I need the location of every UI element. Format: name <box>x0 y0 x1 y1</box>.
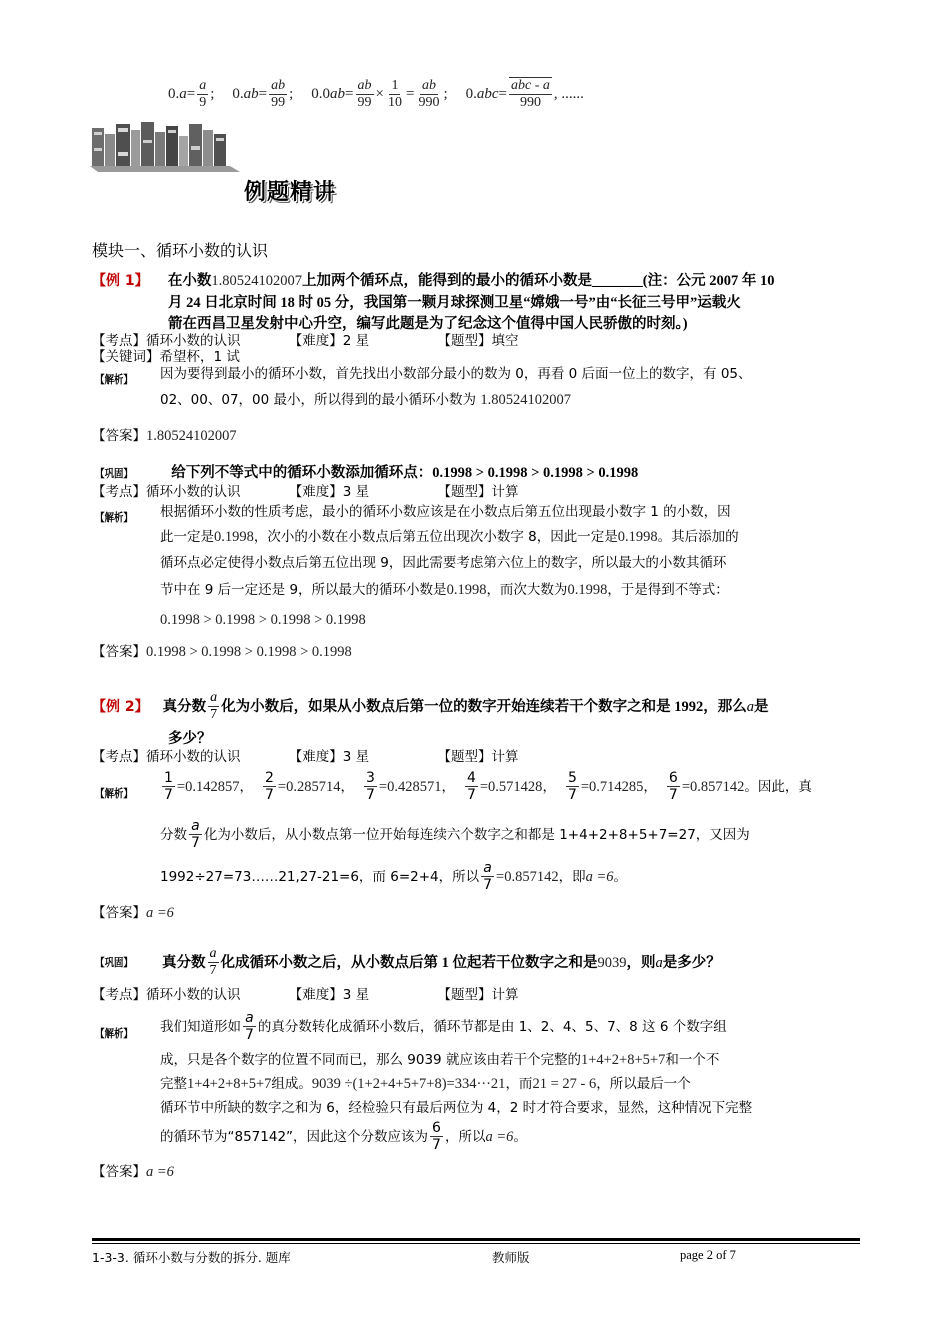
ex1-answer: 【答案】1.80524102007 <box>92 428 237 444</box>
footer-right: page 2 of 7 <box>680 1248 736 1262</box>
ex2-frac-2: $\frac{2}{7}$ =0.285714 ， <box>264 770 354 803</box>
section-title: 例题精讲 <box>244 180 337 205</box>
formula-2: 0. ab = $\frac{ab}{99}$ ; <box>232 77 294 110</box>
ex2b-meta: 【考点】循环小数的认识 【难度】3 星 【题型】计算 <box>92 987 519 1003</box>
formula-3: 0.0 ab = $\frac{ab}{99}$ × $\frac{1}{10}$ = $\frac{ab}{990}$ ; <box>311 77 448 110</box>
formula-1: 0. a = $\frac{a}{9}$ ; <box>168 77 215 110</box>
ex2b-jiexi-label: 【解析】 <box>95 1027 133 1040</box>
ex2b-jiexi-line2: 成，只是各个数字的位置不同而已，那么 9039 就应该由若干个完整的1+4+2+8+5+7和一个不 <box>160 1052 720 1068</box>
ex1b-inequality: 0.1998 > 0.1998 > 0.1998 > 0.1998 <box>160 612 366 628</box>
ex2-frac-5: $\frac{5}{7}$ =0.714285 ， <box>567 770 657 803</box>
ex1b-jiexi-line2: 此一定是0.1998，次小的小数在小数点后第五位出现次小数字 8，因此一定是0.1998。其后添加的 <box>160 529 739 545</box>
footer-rule-thin <box>92 1243 860 1244</box>
formula-4: 0. abc = $\frac{\text{abc - a}}{990}$ , ...... <box>465 78 584 110</box>
ex2-frac-6: $\frac{6}{7}$ =0.857142 。因此，真 <box>668 770 812 803</box>
ex1-keyword: 【关键词】希望杯，1 试 <box>92 349 240 365</box>
ex1-jiexi-line2: 02、00、07，00 最小，所以得到的最小循环小数为 1.80524102007 <box>160 392 571 408</box>
ex1b-question: 【巩固】 给下列不等式中的循环小数添加循环点：0.1998 > 0.1998 > 0.1998 > 0.1998 <box>92 462 862 485</box>
ex2b-question: 【巩固】 真分数 $\frac{a}{7}$ 化成循环小数之后，从小数点后第 1 位起若干位数字之和是 9039 ，则 a 是多少？ <box>95 946 721 978</box>
ex1b-jiexi-line1: 根据循环小数的性质考虑，最小的循环小数应该是在小数点后第五位出现最小数字 1 的小数，因 <box>160 504 731 520</box>
ex2-answer: 【答案】a =6 <box>92 905 174 921</box>
ex2-jiexi-fractions <box>160 770 860 803</box>
ex1-question: 【例 1】 在小数1.80524102007上加两个循环点，能得到的最小的循环小数是_______(注：公元 2007 年 10 <box>92 273 775 289</box>
ex2-jiexi-line2: 分数 $\frac{a}{7}$ 化为小数后，从小数点第一位开始每连续六个数字之和都是 1+4+2+8+5+7=27，又因为 <box>160 818 750 851</box>
ex1b-jiexi-line3: 循环点必定使得小数点后第五位出现 9，因此需要考虑第六位上的数字，所以最大的小数其循环 <box>160 555 727 571</box>
ex2b-jiexi-line5: 的循环节为“857142”，因此这个分数应该为 $\frac{6}{7}$ ，所以 a =6 。 <box>160 1120 527 1153</box>
ex2b-jiexi-line4: 循环节中所缺的数字之和为 6，经检验只有最后两位为 4，2 时才符合要求，显然，这种情况下完整 <box>160 1100 753 1116</box>
footer-rule-thick <box>92 1238 860 1241</box>
ex1b-tag: 【巩固】 <box>95 467 133 480</box>
ex1-meta: 【考点】循环小数的认识 【难度】2 星 【题型】填空 <box>92 333 519 349</box>
ex2-jiexi-label: 【解析】 <box>95 787 133 800</box>
ex2-meta: 【考点】循环小数的认识 【难度】3 星 【题型】计算 <box>92 749 519 765</box>
ex2b-tag: 【巩固】 <box>95 955 133 969</box>
ex1-jiexi-label: 【解析】 <box>95 373 133 386</box>
module-title: 模块一、循环小数的认识 <box>92 241 269 260</box>
ex1-tag: 【例 1】 <box>92 273 149 289</box>
ex1b-jiexi-label: 【解析】 <box>95 511 133 524</box>
ex2-jiexi-line3: 1992÷27=73……21,27-21=6，而 6=2+4，所以 $\frac{a}{7}$ =0.857142 ，即 a =6 。 <box>160 860 628 893</box>
ex1b-answer: 【答案】0.1998 > 0.1998 > 0.1998 > 0.1998 <box>92 644 352 660</box>
ex1b-meta: 【考点】循环小数的认识 【难度】3 星 【题型】计算 <box>92 484 519 500</box>
ex2-tag: 【例 2】 <box>92 698 149 715</box>
books-banner-icon <box>90 118 240 172</box>
footer-left: 1-3-3. 循环小数与分数的拆分. 题库 <box>92 1250 291 1265</box>
ex2-frac-3: $\frac{3}{7}$ =0.428571 ， <box>365 770 455 803</box>
ex2b-answer: 【答案】a =6 <box>92 1164 174 1180</box>
ex2-question-line2: 多少？ <box>168 731 212 747</box>
ex2-question: 【例 2】 真分数 $\frac{a}{7}$ 化为小数后，如果从小数点后第一位的数字开始连续若干个数字之和是 1992，那么 a 是 <box>92 690 769 722</box>
footer-center: 教师版 <box>492 1250 530 1265</box>
formula-row <box>168 72 788 116</box>
ex2-frac-1: $\frac{1}{7}$ =0.142857 ， <box>164 770 253 803</box>
ex2b-jiexi-line3: 完整1+4+2+8+5+7组成。9039 ÷(1+2+4+5+7+8)=334···21，而21 = 27 - 6，所以最后一个 <box>160 1076 691 1092</box>
ex1-jiexi-line1: 因为要得到最小的循环小数，首先找出小数部分最小的数为 0，再看 0 后面一位上的数字，有 05、 <box>160 366 752 382</box>
ex1-question-line2: 月 24 日北京时间 18 时 05 分，我国第一颗月球探测卫星“嫦娥一号”由“长征三号甲”运载火 <box>168 295 741 311</box>
ex2b-jiexi-line1: 我们知道形如 $\frac{a}{7}$ 的真分数转化成循环小数后，循环节都是由 1、2、4、5、7、8 这 6 个数字组 <box>160 1010 727 1043</box>
ex1b-jiexi-line4: 节中在 9 后一定还是 9，所以最大的循环小数是0.1998，而次大数为0.1998，于是得到不等式： <box>160 582 729 598</box>
ex1-jiexi-number: 1.80524102007 <box>480 392 571 408</box>
ex1-question-line3: 箭在西昌卫星发射中心升空，编写此题是为了纪念这个值得中国人民骄傲的时刻。) <box>168 316 688 332</box>
ex2-frac-4: $\frac{4}{7}$ =0.571428 ， <box>466 770 556 803</box>
